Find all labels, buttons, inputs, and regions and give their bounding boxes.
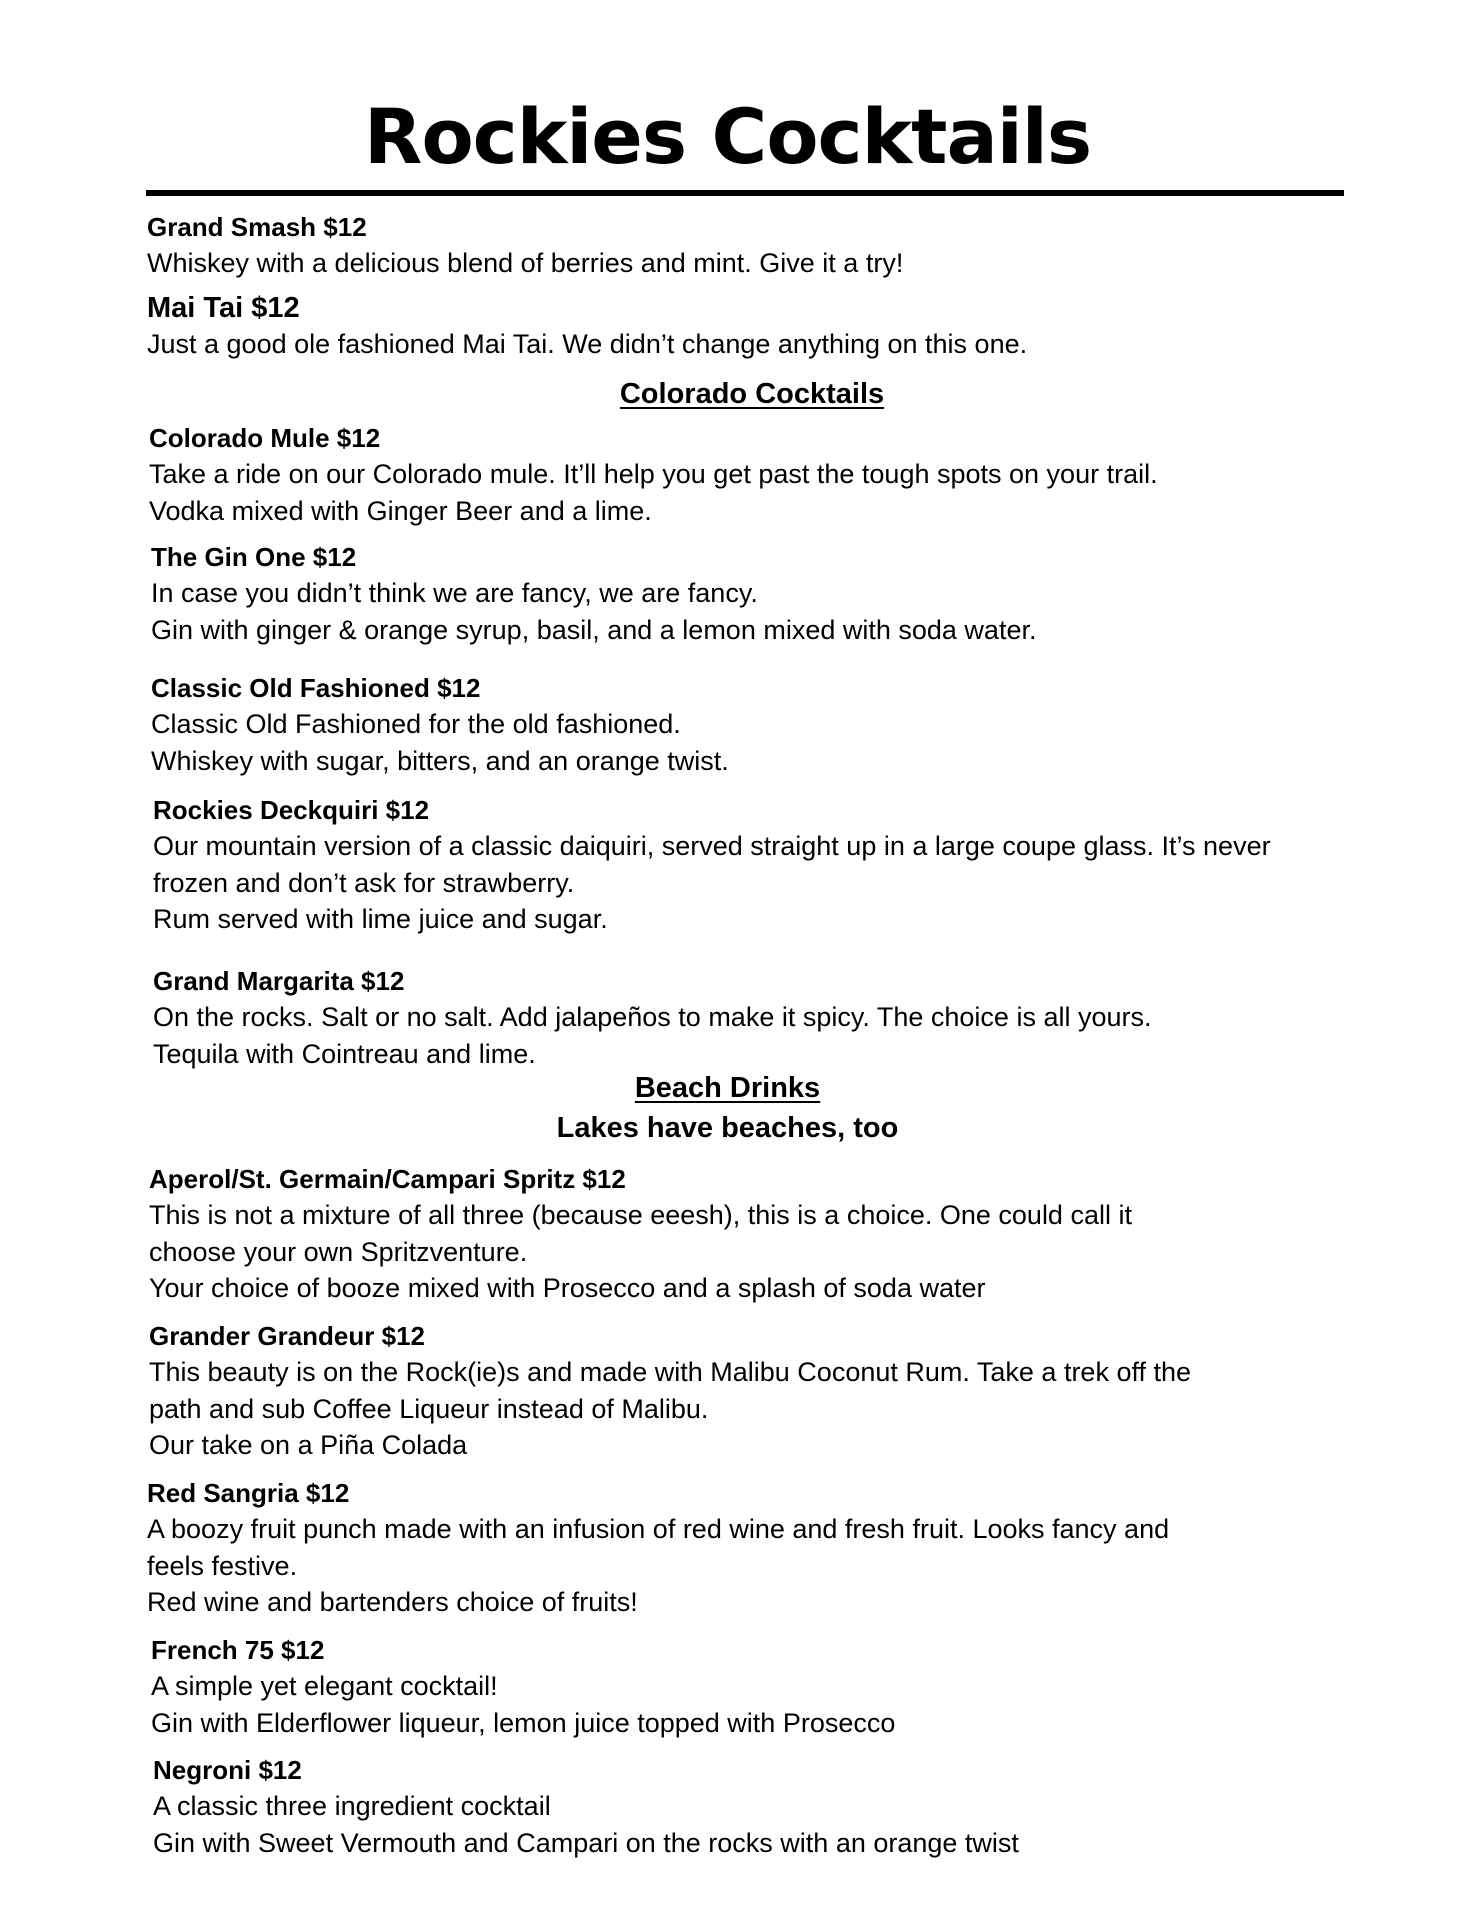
section-heading-colorado: Colorado Cocktails	[619, 378, 885, 410]
item-description: This beauty is on the Rock(ie)s and made with Malibu Coconut Rum. Take a trek off the	[149, 1357, 1192, 1387]
item-description: Vodka mixed with Ginger Beer and a lime.	[149, 495, 652, 526]
menu-item-deckquiri	[153, 792, 1271, 938]
menu-item-negroni	[153, 1752, 1019, 1861]
item-description: On the rocks. Salt or no salt. Add jalapeños to make it spicy. The choice is all yours.	[153, 1002, 1152, 1032]
item-description: feels festive.	[147, 1550, 298, 1581]
item-name: Grand Margarita $12	[153, 966, 405, 996]
item-description: A boozy fruit punch made with an infusion of red wine and fresh fruit. Looks fancy and	[147, 1514, 1170, 1544]
item-description: Take a ride on our Colorado mule. It’ll help you get past the tough spots on your trail.	[149, 459, 1158, 489]
item-name: Mai Tai $12	[147, 292, 300, 324]
item-description: frozen and don’t ask for strawberry.	[153, 867, 575, 898]
item-name: Grander Grandeur $12	[149, 1321, 425, 1351]
item-description: Gin with ginger & orange syrup, basil, and a lemon mixed with soda water.	[151, 614, 1037, 645]
item-name: Colorado Mule $12	[149, 423, 381, 453]
item-name: Rockies Deckquiri $12	[153, 795, 430, 825]
item-name: Classic Old Fashioned $12	[151, 673, 481, 703]
section-subheading-beach: Lakes have beaches, too	[556, 1112, 899, 1144]
item-description: Whiskey with sugar, bitters, and an orange twist.	[151, 745, 729, 776]
menu-item-spritz	[149, 1161, 1132, 1307]
item-description: Rum served with lime juice and sugar.	[153, 904, 608, 934]
item-description: Classic Old Fashioned for the old fashioned.	[151, 709, 681, 739]
item-description: path and sub Coffee Liqueur instead of Malibu.	[149, 1393, 709, 1424]
item-name: Negroni $12	[153, 1755, 302, 1785]
menu-item-french-75	[151, 1632, 895, 1741]
item-name: Red Sangria $12	[147, 1478, 350, 1508]
menu-item-red-sangria	[147, 1475, 1169, 1621]
item-description: In case you didn’t think we are fancy, we are fancy.	[151, 578, 758, 608]
item-name: Aperol/St. Germain/Campari Spritz $12	[149, 1164, 626, 1194]
item-description: Your choice of booze mixed with Prosecco and a splash of soda water	[149, 1273, 986, 1303]
title-divider	[146, 190, 1344, 196]
item-description: A simple yet elegant cocktail!	[151, 1671, 498, 1701]
menu-item-grand-smash	[147, 209, 903, 282]
item-description: Whiskey with a delicious blend of berries and mint. Give it a try!	[147, 248, 904, 278]
page-title: Rockies Cocktails	[363, 92, 1092, 181]
item-description: This is not a mixture of all three (because eeesh), this is a choice. One could call it	[149, 1200, 1132, 1230]
item-description: Red wine and bartenders choice of fruits!	[147, 1587, 638, 1617]
item-description: Just a good ole fashioned Mai Tai. We didn’t change anything on this one.	[147, 329, 1028, 359]
menu-item-mai-tai	[147, 290, 1027, 363]
item-name: Grand Smash $12	[147, 212, 367, 242]
item-description: Our take on a Piña Colada	[149, 1430, 468, 1460]
item-description: A classic three ingredient cocktail	[153, 1791, 551, 1821]
menu-item-grand-margarita	[153, 963, 1152, 1072]
item-name: The Gin One $12	[151, 542, 357, 572]
section-heading-beach: Beach Drinks	[634, 1072, 821, 1104]
menu-item-colorado-mule	[149, 420, 1158, 529]
item-description: Our mountain version of a classic daiquiri, served straight up in a large coupe glass. It’s never	[153, 831, 1271, 861]
item-description: Gin with Sweet Vermouth and Campari on the rocks with an orange twist	[153, 1827, 1019, 1858]
item-description: Tequila with Cointreau and lime.	[153, 1038, 536, 1069]
item-description: Gin with Elderflower liqueur, lemon juice topped with Prosecco	[151, 1707, 896, 1738]
menu-item-old-fashioned	[151, 670, 729, 779]
menu-item-gin-one	[151, 539, 1036, 648]
item-name: French 75 $12	[151, 1635, 325, 1665]
menu-item-grander-grandeur	[149, 1318, 1191, 1464]
item-description: choose your own Spritzventure.	[149, 1236, 528, 1267]
